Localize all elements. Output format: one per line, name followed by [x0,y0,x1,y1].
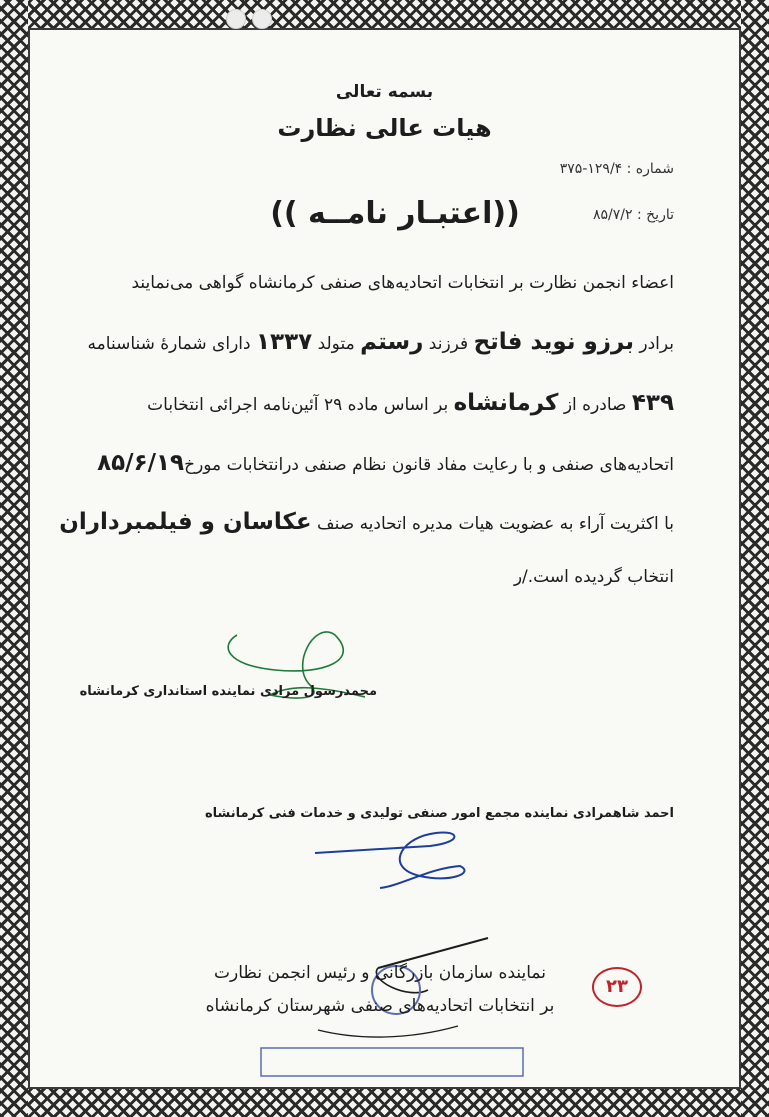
guild-name: عکاسان و فیلمبرداران [59,509,312,535]
commerce-representative-subtitle: بر انتخابات اتحادیه‌های صنفی شهرستان کرمانشاه [205,996,555,1016]
punch-hole-right [252,9,272,29]
election-date: ۸۵/۶/۱۹ [97,450,185,476]
body-line-1: اعضاء انجمن نظارت بر انتخابات اتحادیه‌های صنفی کرمانشاه گواهی می‌نمایند [131,273,674,293]
text-election: اتحادیه‌های صنفی و با رعایت مفاد قانون نظام صنفی درانتخابات مورخ [184,455,674,475]
text-majority: با اکثریت آراء به عضویت هیات مدیره اتحادیه صنف [317,514,674,534]
text-issued-from: صادره از [563,395,627,415]
ref-value: ۱۲۹/۴-۳۷۵ [559,161,623,177]
text-article: بر اساس ماده ۲۹ آئین‌نامه اجرائی انتخابات [147,395,449,415]
issue-city: کرمانشاه [453,390,559,416]
decorative-border-right [741,0,769,1117]
father-name: رستم [360,329,424,355]
member-name: برزو نوید فاتح [473,329,634,355]
commerce-representative-title: نماینده سازمان بازرگانی و رئیس انجمن نظارت [214,963,546,983]
text-child-of: فرزند [428,334,469,354]
date-label: تاریخ : [636,207,674,223]
punch-hole-left [226,9,246,29]
ref-label: شماره : [626,161,674,177]
representative-guild-assembly: احمد شاهمرادی نماینده مجمع امور صنفی تولیدی و خدمات فنی کرمانشاه [204,806,674,821]
board-title: هیات عالی نظارت [277,114,492,142]
page-number-badge: ۲۳ [592,967,642,1007]
representative-governorate: محمدرسول مرادی نماینده استانداری کرمانشاه [79,684,377,699]
decorative-border-top [0,0,769,28]
certificate-title: ((اعتبـار نامــه )) [270,196,520,231]
body-line-4 [89,451,674,477]
text-brother: برادر [639,334,674,354]
date-value: ۸۵/۷/۲ [593,207,633,223]
reference-number [560,161,674,177]
issue-date [593,207,674,223]
bismillah-heading: بسمه تعالی [335,82,434,102]
decorative-border-bottom [0,1089,769,1117]
id-number: ۴۳۹ [631,390,674,416]
text-id-number: دارای شمارهٔ شناسنامه [87,334,251,354]
decorative-border-left [0,0,28,1117]
body-line-6: انتخاب گردیده است./ر [513,567,674,587]
birth-year: ۱۳۳۷ [256,329,313,355]
signature-blue [310,828,480,890]
body-line-2 [89,330,674,356]
body-line-5 [59,509,674,536]
body-line-3 [89,391,674,417]
text-born: متولد [317,334,355,354]
